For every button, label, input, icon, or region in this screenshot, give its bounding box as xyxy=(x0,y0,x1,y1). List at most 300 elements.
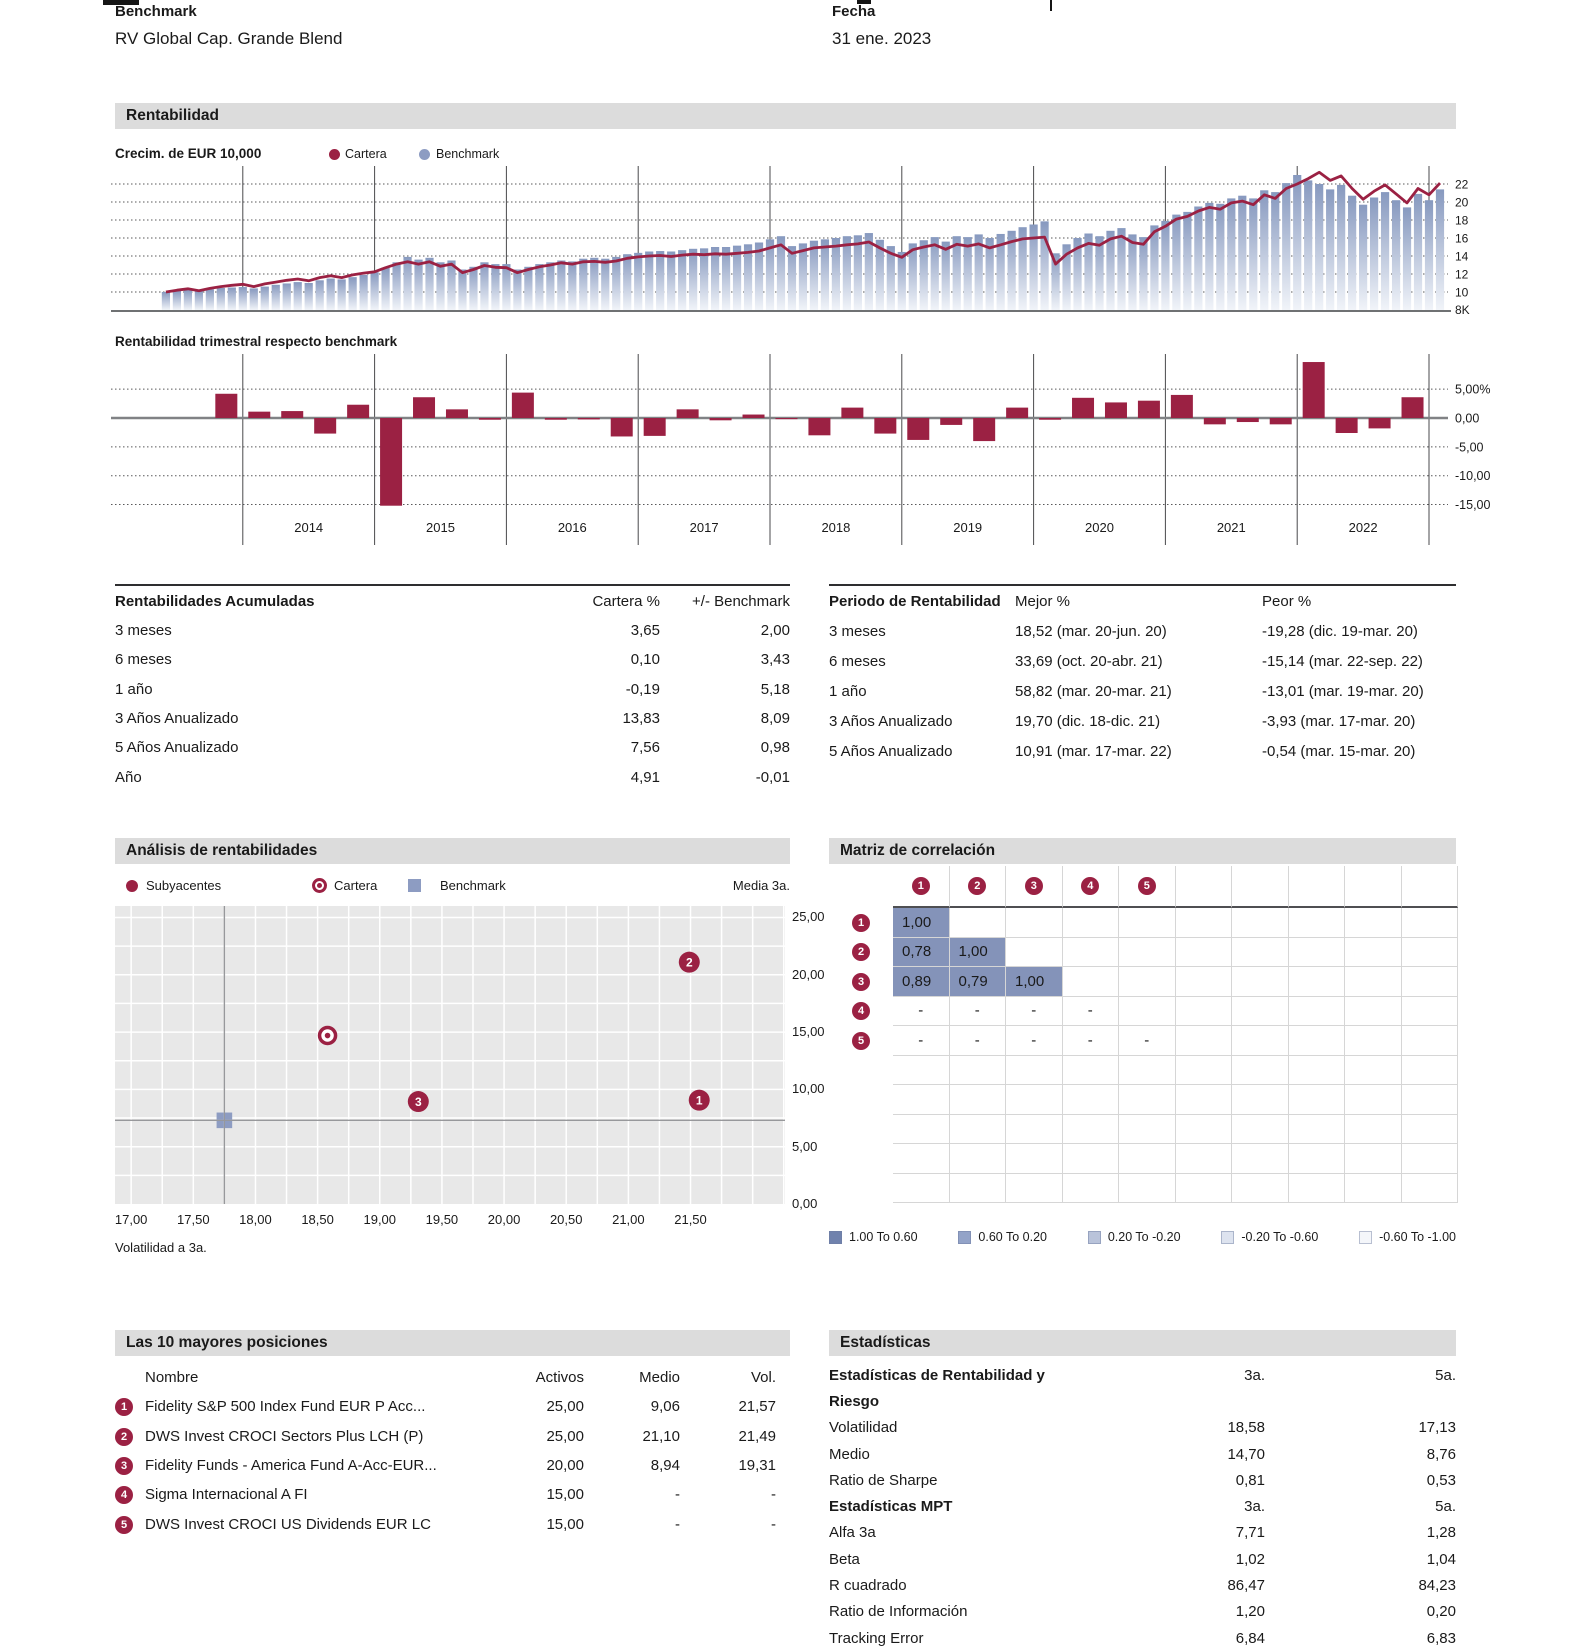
matrix-cell xyxy=(1119,997,1176,1027)
stat-5a-value: 5a. xyxy=(1435,1498,1456,1516)
correlation-value: 1,00 xyxy=(958,943,988,961)
holding-marker-number: 1 xyxy=(695,1093,703,1108)
matrix-row-label xyxy=(829,1144,893,1174)
stat-label: Volatilidad xyxy=(829,1419,898,1437)
stats-row xyxy=(829,1546,1456,1572)
accumulated-row xyxy=(115,733,790,762)
medio-value: 21,10 xyxy=(642,1427,680,1445)
matrix-number-circle: 4 xyxy=(1081,877,1099,895)
scatter-x-tick: 19,00 xyxy=(363,1212,397,1227)
cartera-ring-icon xyxy=(312,878,327,893)
benchmark-growth-bar xyxy=(1414,194,1422,310)
activos-value: 25,00 xyxy=(546,1398,584,1416)
stat-5a-value: 17,13 xyxy=(1418,1419,1456,1437)
legend-swatch xyxy=(829,1231,842,1244)
row-label: 3 Años Anualizado xyxy=(829,712,953,730)
benchmark-growth-bar xyxy=(261,287,269,310)
stat-label: Alfa 3a xyxy=(829,1524,876,1542)
row-label: 5 Años Anualizado xyxy=(829,742,953,760)
benchmark-growth-bar xyxy=(294,282,302,310)
matrix-cell xyxy=(1063,1056,1120,1086)
benchmark-growth-bar xyxy=(678,250,686,310)
matrix-cell xyxy=(1289,1144,1346,1174)
benchmark-diff-value: 3,43 xyxy=(760,651,790,669)
quarter-return-bar xyxy=(611,418,633,436)
matrix-cell xyxy=(1006,1085,1063,1115)
matrix-cell xyxy=(1232,997,1289,1027)
matrix-cell xyxy=(1289,1085,1346,1115)
quarter-return-bar xyxy=(479,418,501,420)
cartera-legend-dot xyxy=(329,149,340,160)
scatter-x-tick: 21,50 xyxy=(674,1212,707,1227)
year-label: 2020 xyxy=(1085,520,1114,535)
worst-value: -13,01 (mar. 19-mar. 20) xyxy=(1262,682,1424,700)
medio-value: - xyxy=(675,1515,680,1533)
quarter-return-bar xyxy=(1171,395,1193,418)
scatter-xaxis-title: Volatilidad a 3a. xyxy=(115,1240,207,1255)
stat-5a-value: 0,53 xyxy=(1426,1471,1456,1489)
matrix-cell xyxy=(1063,1115,1120,1145)
benchmark-growth-bar xyxy=(689,249,697,310)
matrix-cell xyxy=(893,1144,950,1174)
stat-3a-value: 3a. xyxy=(1244,1366,1265,1384)
vol-value: - xyxy=(771,1515,776,1533)
matrix-cell xyxy=(1402,1026,1459,1056)
matrix-cell xyxy=(893,908,950,938)
matrix-cell xyxy=(1119,938,1176,968)
matrix-cell xyxy=(950,938,1007,968)
matrix-cell xyxy=(1232,1085,1289,1115)
matrix-cell: - xyxy=(1006,1026,1063,1056)
matrix-number-circle: 1 xyxy=(912,877,930,895)
benchmark-growth-bar xyxy=(1238,196,1246,310)
medio-value: 9,06 xyxy=(650,1398,680,1416)
matrix-col-header xyxy=(1232,866,1289,908)
vol-value: 21,57 xyxy=(738,1398,776,1416)
matrix-cell xyxy=(1289,1115,1346,1145)
matrix-cell xyxy=(893,1174,950,1204)
benchmark-growth-bar xyxy=(579,259,587,310)
matrix-cell xyxy=(1006,908,1063,938)
benchmark-diff-value: 5,18 xyxy=(760,680,790,698)
benchmark-growth-bar xyxy=(1150,225,1158,310)
quarter-return-bar xyxy=(907,418,929,440)
accumulated-row xyxy=(115,762,790,791)
matrix-row-label xyxy=(829,967,893,997)
stats-row xyxy=(829,1520,1456,1546)
best-value: 18,52 (mar. 20-jun. 20) xyxy=(1015,622,1167,640)
positions-col-activos: Activos xyxy=(535,1369,584,1386)
benchmark-growth-bar xyxy=(392,262,400,310)
growth-axis-tick: 14 xyxy=(1455,249,1469,264)
position-row xyxy=(115,1510,776,1539)
rank-cell xyxy=(115,1456,145,1475)
periodo-row xyxy=(829,676,1456,706)
matrix-row-label xyxy=(829,1174,893,1204)
growth-axis-tick: 16 xyxy=(1455,231,1469,246)
correlation-legend-item xyxy=(1221,1230,1318,1244)
benchmark-growth-bar xyxy=(195,291,203,310)
growth-axis-tick: 12 xyxy=(1455,267,1469,282)
matrix-cell xyxy=(1402,997,1459,1027)
legend-swatch xyxy=(958,1231,971,1244)
benchmark-growth-bar xyxy=(700,248,708,310)
stat-5a-value: 84,23 xyxy=(1418,1577,1456,1595)
matrix-cell xyxy=(1402,1174,1459,1204)
cartera-value: 0,10 xyxy=(630,651,660,669)
accumulated-col1-header: Cartera % xyxy=(592,592,660,610)
benchmark-growth-bar xyxy=(645,252,653,311)
benchmark-growth-bar xyxy=(535,264,543,310)
rank-circle: 4 xyxy=(115,1486,133,1504)
quarter-return-bar xyxy=(1039,418,1061,420)
benchmark-growth-bar xyxy=(458,270,466,311)
matrix-cell xyxy=(1063,967,1120,997)
benchmark-growth-bar xyxy=(338,279,346,310)
quarter-return-bar xyxy=(808,418,830,435)
matrix-cell xyxy=(1119,1174,1176,1204)
stat-label: Ratio de Información xyxy=(829,1603,968,1621)
matrix-number-circle: 3 xyxy=(1025,877,1043,895)
matrix-cell xyxy=(950,967,1007,997)
matrix-cell xyxy=(1402,938,1459,968)
matrix-cell xyxy=(950,1115,1007,1145)
year-label: 2017 xyxy=(689,520,719,535)
rank-circle: 1 xyxy=(115,1398,133,1416)
bar-axis-tick: -5,00 xyxy=(1455,440,1484,455)
growth-chart-title: Crecim. de EUR 10,000 xyxy=(115,146,262,161)
matrix-cell xyxy=(1232,1056,1289,1086)
quarter-return-bar xyxy=(248,412,270,418)
quarter-return-bar xyxy=(281,411,303,418)
matrix-cell xyxy=(1402,1115,1459,1145)
quarter-return-bar xyxy=(1303,362,1325,418)
benchmark-growth-bar xyxy=(557,261,565,311)
benchmark-growth-bar xyxy=(843,236,851,310)
quarter-return-bar xyxy=(314,418,336,434)
legend-swatch xyxy=(1359,1231,1372,1244)
matrix-cell xyxy=(893,1085,950,1115)
matrix-cell: - xyxy=(1063,1026,1120,1056)
year-label: 2018 xyxy=(821,520,851,535)
benchmark-growth-bar xyxy=(1326,189,1334,310)
quarter-return-bar xyxy=(743,415,765,418)
benchmark-diff-value: 2,00 xyxy=(760,622,790,640)
scatter-benchmark-legend-label: Benchmark xyxy=(440,878,506,893)
matrix-cell xyxy=(1289,938,1346,968)
growth-axis-tick: 10 xyxy=(1455,285,1469,300)
row-label: Año xyxy=(115,768,142,786)
stat-label: R cuadrado xyxy=(829,1577,907,1595)
benchmark-growth-bar xyxy=(469,267,477,310)
benchmark-growth-bar xyxy=(1381,192,1389,310)
benchmark-growth-bar xyxy=(1040,221,1048,310)
matrix-cell xyxy=(1289,1056,1346,1086)
quarter-return-bar xyxy=(215,394,237,418)
matrix-cell: - xyxy=(893,997,950,1027)
best-value: 58,82 (mar. 20-mar. 21) xyxy=(1015,682,1172,700)
position-row xyxy=(115,1480,776,1509)
benchmark-diff-value: -0,01 xyxy=(755,768,790,786)
matrix-cell xyxy=(1006,1115,1063,1145)
year-label: 2016 xyxy=(557,520,587,535)
quarter-return-bar xyxy=(1072,398,1094,418)
matrix-cell xyxy=(1119,967,1176,997)
holding-marker-number: 3 xyxy=(414,1094,422,1109)
matrix-cell xyxy=(1232,938,1289,968)
quarter-return-bar xyxy=(841,408,863,418)
benchmark-growth-bar xyxy=(1139,237,1147,310)
matrix-cell xyxy=(950,1144,1007,1174)
matrix-cell xyxy=(1345,938,1402,968)
matrix-col-header xyxy=(950,866,1007,908)
matrix-cell xyxy=(893,1056,950,1086)
matrix-cell xyxy=(1119,908,1176,938)
benchmark-growth-bar xyxy=(1249,198,1257,310)
risk-return-scatter-svg xyxy=(115,906,785,1204)
benchmark-growth-bar xyxy=(1106,231,1114,310)
matrix-cell xyxy=(893,967,950,997)
matrix-row-label xyxy=(829,938,893,968)
worst-value: -15,14 (mar. 22-sep. 22) xyxy=(1262,652,1423,670)
stats-row xyxy=(829,1441,1456,1467)
matrix-cell xyxy=(1345,1085,1402,1115)
benchmark-growth-bar xyxy=(1128,234,1136,310)
matrix-cell: - xyxy=(893,1026,950,1056)
year-label: 2015 xyxy=(426,520,455,535)
bar-axis-tick: 0,00 xyxy=(1455,411,1480,426)
matrix-col-header xyxy=(1063,866,1120,908)
benchmark-growth-bar xyxy=(1205,203,1213,310)
matrix-cell xyxy=(1232,1115,1289,1145)
section-rentabilidad: Rentabilidad xyxy=(115,103,1456,129)
benchmark-growth-bar xyxy=(711,247,719,310)
accumulated-row xyxy=(115,675,790,704)
quarter-return-bar xyxy=(775,418,797,419)
benchmark-growth-bar xyxy=(1271,192,1279,310)
correlation-value: 0,79 xyxy=(958,972,988,990)
section-matriz: Matriz de correlación xyxy=(829,838,1456,864)
matrix-row-label xyxy=(829,1056,893,1086)
best-value: 33,69 (oct. 20-abr. 21) xyxy=(1015,652,1163,670)
row-label: 3 meses xyxy=(829,622,886,640)
scatter-x-tick: 18,00 xyxy=(239,1212,272,1227)
benchmark-growth-bar xyxy=(1359,205,1367,310)
matrix-cell xyxy=(950,1174,1007,1204)
positions-col-medio: Medio xyxy=(639,1369,680,1386)
rank-cell xyxy=(115,1485,145,1504)
accumulated-row xyxy=(115,704,790,733)
quarter-return-bar xyxy=(413,397,435,418)
benchmark-growth-bar xyxy=(799,243,807,310)
benchmark-growth-bar xyxy=(1304,180,1312,310)
benchmark-growth-bar xyxy=(568,261,576,310)
date-label: Fecha xyxy=(832,3,876,20)
accumulated-title: Rentabilidades Acumuladas xyxy=(115,592,315,610)
return-period-table xyxy=(829,584,1456,766)
matrix-cell xyxy=(1402,1144,1459,1174)
matrix-cell xyxy=(1063,1144,1120,1174)
matrix-cell xyxy=(1176,1174,1233,1204)
activos-value: 15,00 xyxy=(546,1486,584,1504)
year-label: 2021 xyxy=(1216,520,1246,535)
position-row xyxy=(115,1421,776,1450)
matrix-col-header xyxy=(893,866,950,908)
benchmark-growth-bar xyxy=(316,280,324,310)
quarterly-bar-chart-svg xyxy=(111,352,1506,550)
benchmark-growth-bar xyxy=(327,279,335,311)
matrix-cell xyxy=(1176,967,1233,997)
worst-value: -3,93 (mar. 17-mar. 20) xyxy=(1262,712,1416,730)
benchmark-growth-bar xyxy=(1216,204,1224,310)
quarter-return-bar xyxy=(973,418,995,441)
matrix-cell xyxy=(1345,997,1402,1027)
matrix-cell xyxy=(1345,908,1402,938)
scatter-y-tick: 5,00 xyxy=(792,1138,818,1154)
rank-cell xyxy=(115,1397,145,1416)
benchmark-growth-bar xyxy=(360,275,368,310)
benchmark-growth-bar xyxy=(1436,189,1444,310)
benchmark-growth-bar xyxy=(623,254,631,310)
periodo-row xyxy=(829,736,1456,766)
row-label: 1 año xyxy=(115,680,153,698)
benchmark-growth-bar xyxy=(1425,200,1433,310)
benchmark-growth-bar xyxy=(722,247,730,310)
cartera-legend-label: Cartera xyxy=(345,147,387,161)
benchmark-growth-bar xyxy=(1337,185,1345,310)
periodo-row xyxy=(829,646,1456,676)
matrix-cell xyxy=(1345,1174,1402,1204)
benchmark-growth-bar xyxy=(1392,200,1400,310)
periodo-title: Periodo de Rentabilidad xyxy=(829,592,1001,610)
stat-3a-value: 14,70 xyxy=(1227,1445,1265,1463)
legend-swatch xyxy=(1221,1231,1234,1244)
benchmark-growth-bar xyxy=(1348,196,1356,310)
holding-name: Sigma Internacional A FI xyxy=(145,1486,308,1504)
matrix-cell xyxy=(1232,1026,1289,1056)
stat-5a-value: 5a. xyxy=(1435,1366,1456,1384)
benchmark-growth-bar xyxy=(821,239,829,310)
accumulated-col2-header: +/- Benchmark xyxy=(692,592,790,610)
stats-row xyxy=(829,1493,1456,1519)
section-analisis: Análisis de rentabilidades xyxy=(115,838,790,864)
vol-value: - xyxy=(771,1486,776,1504)
benchmark-diff-value: 0,98 xyxy=(760,739,790,757)
matrix-cell xyxy=(1063,1085,1120,1115)
matrix-cell xyxy=(1119,1085,1176,1115)
media-3a-label: Media 3a. xyxy=(732,878,790,893)
periodo-row xyxy=(829,616,1456,646)
benchmark-growth-bar xyxy=(1370,198,1378,311)
benchmark-growth-bar xyxy=(1161,221,1169,310)
matrix-row-label xyxy=(829,1085,893,1115)
quarter-return-bar xyxy=(1270,418,1292,424)
benchmark-growth-bar xyxy=(239,287,247,310)
benchmark-growth-bar xyxy=(524,267,532,310)
benchmark-growth-bar xyxy=(162,292,170,310)
benchmark-growth-bar xyxy=(964,237,972,310)
matrix-number-circle: 5 xyxy=(1138,877,1156,895)
scatter-y-tick: 10,00 xyxy=(792,1081,825,1097)
matrix-cell xyxy=(1006,938,1063,968)
row-label: 3 Años Anualizado xyxy=(115,710,239,728)
matrix-cell xyxy=(1402,1056,1459,1086)
benchmark-growth-bar xyxy=(832,238,840,310)
benchmark-growth-bar xyxy=(854,235,862,310)
benchmark-label: Benchmark xyxy=(115,3,197,20)
vol-value: 21,49 xyxy=(738,1427,776,1445)
rank-circle: 3 xyxy=(115,1457,133,1475)
periodo-col2-header: Peor % xyxy=(1262,592,1312,610)
matrix-cell xyxy=(1063,1174,1120,1204)
stat-3a-value: 18,58 xyxy=(1227,1419,1265,1437)
scatter-x-tick: 20,00 xyxy=(487,1212,521,1227)
benchmark-growth-bar xyxy=(788,246,796,310)
bar-axis-tick: -10,00 xyxy=(1455,469,1491,484)
quarter-return-bar xyxy=(940,418,962,425)
quarterly-chart-title: Rentabilidad trimestral respecto benchmark xyxy=(115,334,398,349)
statistics-table xyxy=(829,1362,1456,1649)
matrix-cell: - xyxy=(1006,997,1063,1027)
benchmark-growth-bar xyxy=(1293,175,1301,310)
stat-3a-value: 3a. xyxy=(1244,1498,1265,1516)
matrix-cell xyxy=(1176,1115,1233,1145)
stat-label: Beta xyxy=(829,1550,860,1568)
matrix-cell xyxy=(1402,1085,1459,1115)
cartera-value: 13,83 xyxy=(622,710,660,728)
correlation-legend-item xyxy=(1359,1230,1456,1244)
scatter-x-tick: 18,50 xyxy=(301,1212,334,1227)
scatter-y-tick: 20,00 xyxy=(792,966,825,982)
matrix-col-header xyxy=(1006,866,1063,908)
matrix-col-header xyxy=(1176,866,1233,908)
rank-cell xyxy=(115,1515,145,1534)
correlation-value: 1,00 xyxy=(902,913,932,931)
scatter-y-tick: 0,00 xyxy=(792,1196,818,1211)
cartera-value: 4,91 xyxy=(630,768,660,786)
benchmark-growth-bar xyxy=(920,240,928,310)
position-row xyxy=(115,1451,776,1480)
benchmark-growth-bar xyxy=(898,252,906,310)
benchmark-growth-bar xyxy=(228,288,236,311)
stat-label: Tracking Error xyxy=(829,1629,924,1647)
stats-row xyxy=(829,1572,1456,1598)
matrix-number-circle: 2 xyxy=(968,877,986,895)
matrix-cell xyxy=(1402,908,1459,938)
benchmark-growth-bar xyxy=(634,253,642,310)
rank-circle: 2 xyxy=(115,1428,133,1446)
stat-3a-value: 6,84 xyxy=(1235,1629,1265,1647)
scatter-x-tick: 17,50 xyxy=(177,1212,210,1227)
matrix-row-label xyxy=(829,997,893,1027)
matrix-cell: - xyxy=(950,997,1007,1027)
stat-3a-value: 1,02 xyxy=(1235,1550,1265,1568)
matrix-cell xyxy=(1345,1115,1402,1145)
quarter-return-bar xyxy=(677,409,699,418)
scatter-x-tick: 17,00 xyxy=(114,1212,148,1227)
scatter-y-tick: 15,00 xyxy=(792,1024,825,1040)
benchmark-square-icon xyxy=(408,879,421,892)
stat-5a-value: 1,04 xyxy=(1426,1550,1456,1568)
benchmark-growth-bar xyxy=(217,288,225,310)
stat-5a-value: 8,76 xyxy=(1426,1445,1456,1463)
stat-3a-value: 1,20 xyxy=(1235,1603,1265,1621)
holding-name: DWS Invest CROCI Sectors Plus LCH (P) xyxy=(145,1427,424,1445)
quarter-return-bar xyxy=(545,418,567,420)
growth-axis-tick: 8K xyxy=(1455,303,1470,316)
quarter-return-bar xyxy=(644,418,666,436)
benchmark-growth-bar xyxy=(1172,215,1180,310)
